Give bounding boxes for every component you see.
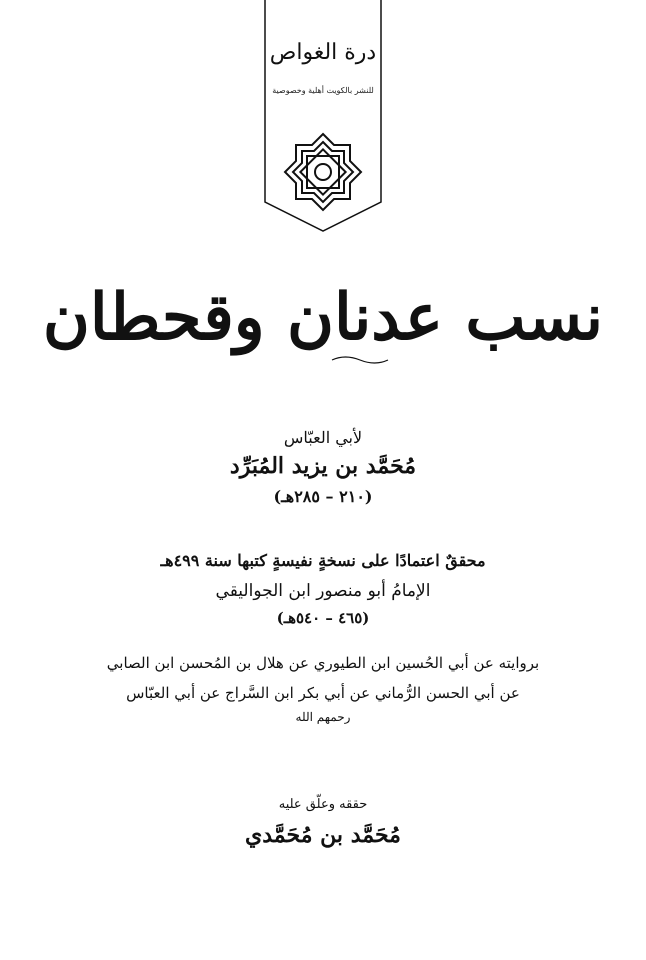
ornament-icon [285,134,361,210]
author-prefix: لأبي العبّاس [283,428,363,447]
author-dates: (٢١٠ – ٢٨٥هـ) [273,487,373,506]
edition-imam: الإمامُ أبو منصور ابن الجواليقي [215,581,431,601]
author-name: مُحَمَّد بن يزيد المُبَرِّد [229,453,417,479]
transmission-line-2: عن أبي الحسن الرُّماني عن أبي بكر ابن السَّراج عن أبي العبّاس [126,684,520,702]
publisher-tag [264,0,382,232]
title-ornament-icon [330,352,390,366]
transmission-line-1: بروايته عن أبي الحُسين ابن الطيوري عن هلال بن المُحسن ابن الصابي [106,654,540,672]
editor-name: مُحَمَّد بن مُحَمَّدي [245,822,401,848]
publisher-name: درة الغواص [269,40,377,65]
edition-note: محققٌ اعتمادًا على نسخةٍ نفيسةٍ كتبها سنة ٤٩٩هـ [160,551,486,570]
publisher-tagline: للنشر بالكويت أهلية وخصوصية [272,86,374,95]
edition-imam-dates: (٤٦٥ – ٥٤٠هـ) [276,609,370,627]
transmission-line-3: رحمهم الله [295,710,351,724]
editor-label: حققه وعلّق عليه [278,797,368,812]
publisher-tag-frame [264,0,382,232]
book-title: نسب عدنان وقحطان [42,280,604,355]
